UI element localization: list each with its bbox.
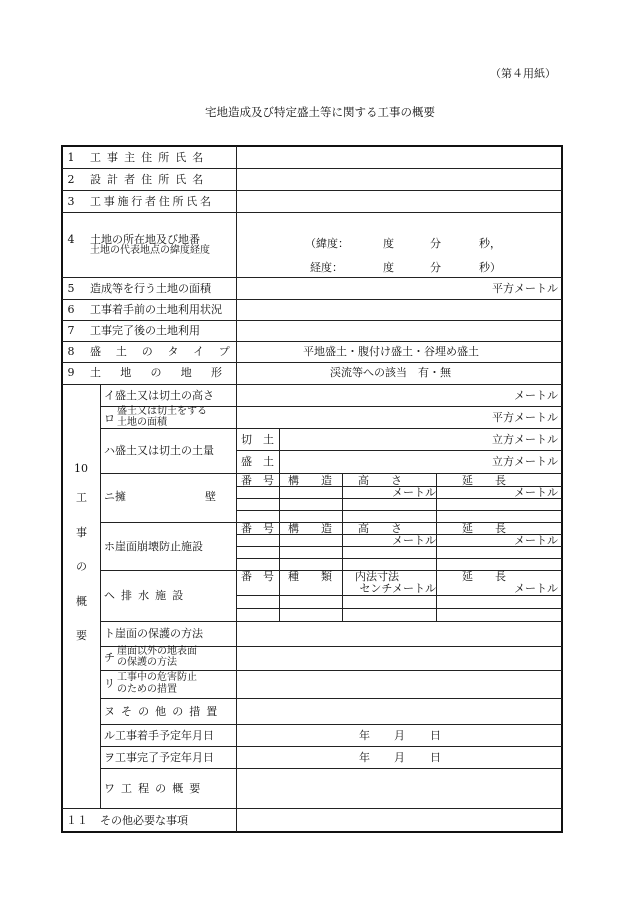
section-10-char: 事: [76, 526, 87, 539]
designer-label: 設計者住所氏名: [90, 173, 210, 186]
stream-options: 渓流等への該当 有・無: [330, 366, 451, 379]
location-label-line1: 土地の所在地及び地番: [90, 233, 200, 246]
slope-protection-label: ト崖面の保護の方法: [104, 627, 203, 640]
other-items-field[interactable]: [238, 810, 560, 830]
fill-volume-unit: 立方メートル: [492, 455, 558, 468]
section-10-number: 10: [74, 462, 88, 475]
height-label: イ盛土又は切土の高さ: [104, 389, 214, 402]
month-label: 月: [394, 729, 405, 742]
section-10-char: 要: [76, 629, 87, 642]
area-label: 造成等を行う土地の面積: [90, 282, 211, 295]
latitude-label: （緯度：: [305, 237, 349, 250]
retaining-wall-label-b: 壁: [205, 490, 216, 503]
row-number: 1: [67, 151, 75, 164]
wall-height-unit: メートル: [392, 486, 436, 499]
safety-measure-line1: 工事中の危害防止: [117, 672, 197, 683]
row-number: 6: [67, 303, 75, 316]
row-number: 3: [67, 195, 75, 208]
form-number: （第４用紙）: [490, 67, 556, 80]
sec-label: 秒，: [479, 237, 501, 250]
day-label: 日: [430, 751, 441, 764]
drain-col-type: 種 類: [288, 570, 332, 583]
surface-protection-line1: 崖面以外の地表面: [117, 646, 197, 657]
safety-kana: リ: [104, 677, 115, 690]
fill-type-options: 平地盛土・腹付け盛土・谷埋め盛土: [303, 345, 479, 358]
row-number: 7: [67, 324, 75, 337]
slope-height-unit: メートル: [392, 534, 436, 547]
deg-label: 度: [383, 261, 394, 274]
document-title: 宅地造成及び特定盛土等に関する工事の概要: [205, 105, 435, 119]
drain-col-number: 番 号: [241, 570, 274, 583]
drain-size-unit: センチメートル: [359, 582, 436, 595]
row-number: １１: [66, 814, 88, 827]
area-unit: 平方メートル: [492, 282, 558, 295]
contractor-label: 工事施行者住所氏名: [90, 195, 214, 208]
wall-col-length: 延 長: [462, 474, 506, 487]
min-label: 分: [430, 261, 441, 274]
cut-volume-unit: 立方メートル: [492, 433, 558, 446]
applicant-field[interactable]: [238, 147, 560, 167]
schedule-outline-label: ワ工程の概要: [104, 782, 207, 795]
other-measure-label: ヌその他の措置: [104, 705, 224, 718]
other-items-label: その他必要な事項: [100, 814, 188, 827]
row-number: 5: [67, 282, 75, 295]
cut-area-unit: 平方メートル: [492, 411, 558, 424]
year-label: 年: [359, 729, 370, 742]
row-number: 8: [67, 345, 75, 358]
wall-length-unit: メートル: [514, 486, 558, 499]
deg-label: 度: [383, 237, 394, 250]
row-number: 2: [67, 173, 75, 186]
drain-col-length: 延 長: [462, 570, 506, 583]
safety-measure-line2: のための措置: [117, 684, 177, 695]
slope-col-structure: 構 造: [288, 522, 332, 535]
month-label: 月: [394, 751, 405, 764]
cut-area-line1: 盛土又は切土をする: [117, 406, 207, 417]
fill-label: 盛 土: [241, 455, 274, 468]
wall-col-structure: 構 造: [288, 474, 332, 487]
longitude-label: 経度：: [310, 261, 343, 274]
drain-col-size: 内法寸法: [355, 570, 399, 583]
min-label: 分: [430, 237, 441, 250]
wall-col-number: 番 号: [241, 474, 274, 487]
section-10-char: 工: [76, 491, 87, 504]
year-label: 年: [359, 751, 370, 764]
surface-kana: チ: [104, 651, 115, 664]
slope-length-unit: メートル: [514, 534, 558, 547]
post-use-label: 工事完了後の土地利用: [90, 324, 200, 337]
slope-col-length: 延 長: [462, 522, 506, 535]
height-unit: メートル: [514, 389, 558, 402]
drain-length-unit: メートル: [514, 582, 558, 595]
drainage-label: ヘ排水施設: [104, 589, 190, 602]
end-date-label: ヲ工事完了予定年月日: [104, 751, 214, 764]
area-kana: ロ: [104, 412, 115, 425]
location-label-line2: 土地の代表地点の緯度経度: [90, 245, 210, 256]
sec-label: 秒）: [479, 261, 501, 274]
designer-field[interactable]: [238, 169, 560, 189]
section-10-char: の: [76, 560, 87, 573]
section-10-char: 概: [76, 595, 87, 608]
day-label: 日: [430, 729, 441, 742]
start-date-label: ル工事着手予定年月日: [104, 729, 214, 742]
contractor-field[interactable]: [238, 191, 560, 211]
applicant-label: 工事主住所氏名: [90, 151, 210, 164]
cut-area-line2: 土地の面積: [117, 417, 167, 428]
wall-col-height: 高 さ: [358, 474, 402, 487]
surface-protection-line2: の保護の方法: [117, 657, 177, 668]
retaining-wall-label-a: ニ擁: [104, 490, 126, 503]
volume-label: ハ盛土又は切土の土量: [104, 444, 214, 457]
cut-label: 切 土: [241, 433, 274, 446]
slope-col-number: 番 号: [241, 522, 274, 535]
prior-use-label: 工事着手前の土地利用状況: [90, 303, 222, 316]
row-number: 9: [67, 366, 75, 379]
row-number: 4: [67, 233, 75, 246]
slope-col-height: 高 さ: [358, 522, 402, 535]
terrain-label: 土地の地形: [90, 366, 242, 379]
slope-facility-label: ホ崖面崩壊防止施設: [104, 540, 203, 553]
fill-type-label: 盛土のタイプ: [90, 345, 245, 358]
